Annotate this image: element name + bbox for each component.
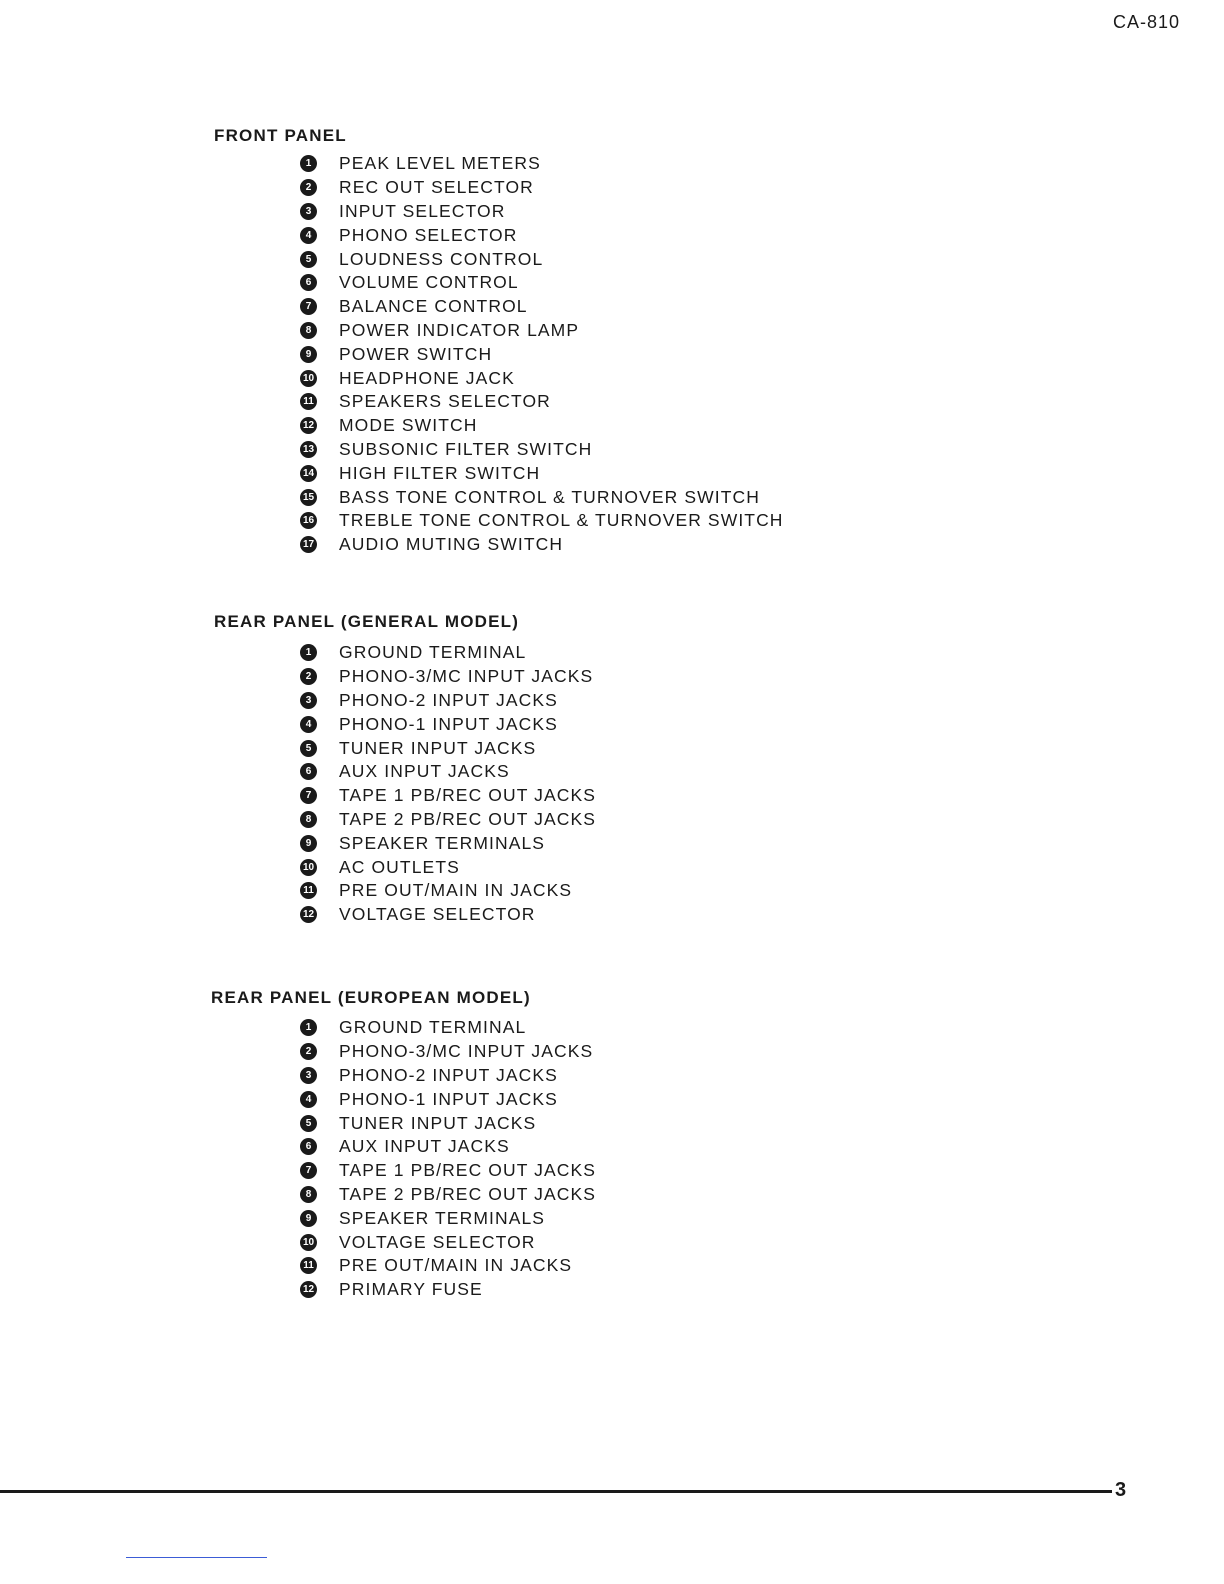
item-number: 12 (300, 906, 317, 923)
item-list (300, 1016, 596, 1302)
item-label: VOLTAGE SELECTOR (339, 1231, 536, 1252)
section-title: FRONT PANEL (214, 126, 347, 145)
item-number: 6 (300, 274, 317, 291)
item-label: POWER SWITCH (339, 343, 493, 364)
item-number: 6 (300, 763, 317, 780)
item-number: 1 (300, 155, 317, 172)
list-item (300, 1111, 596, 1135)
item-number: 11 (300, 882, 317, 899)
list-item (300, 509, 784, 533)
item-list (300, 641, 596, 927)
list-item (300, 760, 596, 784)
item-label: TAPE 1 PB/REC OUT JACKS (339, 785, 597, 806)
item-label: AUX INPUT JACKS (339, 1136, 510, 1157)
list-item (300, 1016, 596, 1040)
list-item (300, 223, 784, 247)
item-number: 8 (300, 1186, 317, 1203)
item-label: PEAK LEVEL METERS (339, 153, 541, 174)
item-number: 9 (300, 835, 317, 852)
list-item (300, 366, 784, 390)
item-number: 9 (300, 1210, 317, 1227)
list-item (300, 438, 784, 462)
item-number: 10 (300, 370, 317, 387)
item-number: 15 (300, 489, 317, 506)
item-number: 4 (300, 1091, 317, 1108)
item-label: PHONO-1 INPUT JACKS (339, 1088, 558, 1109)
item-number: 2 (300, 1043, 317, 1060)
list-item (300, 736, 596, 760)
item-label: SPEAKERS SELECTOR (339, 391, 551, 412)
item-label: REC OUT SELECTOR (339, 177, 534, 198)
item-number: 4 (300, 227, 317, 244)
item-label: PHONO-3/MC INPUT JACKS (339, 1041, 594, 1062)
list-item (300, 295, 784, 319)
item-label: SPEAKER TERMINALS (339, 1207, 546, 1228)
item-number: 9 (300, 346, 317, 363)
item-label: AUX INPUT JACKS (339, 761, 510, 782)
item-number: 5 (300, 740, 317, 757)
item-list (300, 152, 784, 557)
item-number: 6 (300, 1138, 317, 1155)
list-item (300, 665, 596, 689)
list-item (300, 641, 596, 665)
item-label: MODE SWITCH (339, 415, 478, 436)
item-number: 13 (300, 441, 317, 458)
list-item (300, 342, 784, 366)
item-number: 12 (300, 417, 317, 434)
item-label: VOLTAGE SELECTOR (339, 904, 536, 925)
item-label: TAPE 2 PB/REC OUT JACKS (339, 1183, 597, 1204)
list-item (300, 808, 596, 832)
item-label: AUDIO MUTING SWITCH (339, 534, 564, 555)
item-number: 8 (300, 322, 317, 339)
list-item (300, 1040, 596, 1064)
list-item (300, 414, 784, 438)
item-number: 5 (300, 1115, 317, 1132)
item-number: 10 (300, 859, 317, 876)
model-code: CA-810 (1112, 12, 1180, 32)
item-number: 17 (300, 536, 317, 553)
item-label: PHONO-2 INPUT JACKS (339, 1064, 558, 1085)
item-label: PHONO-1 INPUT JACKS (339, 713, 558, 734)
list-item (300, 712, 596, 736)
list-item (300, 1230, 596, 1254)
item-number: 1 (300, 1019, 317, 1036)
footer-rule (0, 1490, 1112, 1493)
item-number: 3 (300, 203, 317, 220)
list-item (300, 485, 784, 509)
item-label: PRIMARY FUSE (339, 1279, 483, 1300)
list-item (300, 1278, 596, 1302)
list-item (300, 1183, 596, 1207)
item-number: 7 (300, 1162, 317, 1179)
item-number: 4 (300, 716, 317, 733)
item-label: PHONO-2 INPUT JACKS (339, 689, 558, 710)
list-item (300, 1087, 596, 1111)
item-label: VOLUME CONTROL (339, 272, 519, 293)
item-label: GROUND TERMINAL (339, 642, 527, 663)
item-label: TAPE 2 PB/REC OUT JACKS (339, 808, 597, 829)
item-label: PHONO SELECTOR (339, 224, 518, 245)
item-label: PRE OUT/MAIN IN JACKS (339, 880, 573, 901)
list-item (300, 1135, 596, 1159)
list-item (300, 831, 596, 855)
item-label: TREBLE TONE CONTROL & TURNOVER SWITCH (339, 510, 784, 531)
item-number: 16 (300, 512, 317, 529)
page-number: 3 (1115, 1479, 1127, 1501)
item-label: AC OUTLETS (339, 856, 460, 877)
item-number: 11 (300, 1257, 317, 1274)
list-item (300, 271, 784, 295)
item-number: 11 (300, 393, 317, 410)
list-item (300, 390, 784, 414)
item-number: 3 (300, 692, 317, 709)
list-item (300, 461, 784, 485)
list-item (300, 152, 784, 176)
item-number: 5 (300, 251, 317, 268)
item-label: PHONO-3/MC INPUT JACKS (339, 666, 594, 687)
underline-mark (126, 1557, 267, 1558)
item-number: 2 (300, 668, 317, 685)
item-label: INPUT SELECTOR (339, 200, 506, 221)
item-number: 7 (300, 787, 317, 804)
item-label: TUNER INPUT JACKS (339, 1112, 537, 1133)
item-label: TUNER INPUT JACKS (339, 737, 537, 758)
item-number: 1 (300, 644, 317, 661)
item-number: 8 (300, 811, 317, 828)
list-item (300, 1159, 596, 1183)
list-item (300, 200, 784, 224)
item-label: PRE OUT/MAIN IN JACKS (339, 1255, 573, 1276)
item-label: TAPE 1 PB/REC OUT JACKS (339, 1160, 597, 1181)
item-number: 14 (300, 465, 317, 482)
list-item (300, 1206, 596, 1230)
item-number: 2 (300, 179, 317, 196)
list-item (300, 903, 596, 927)
list-item (300, 1254, 596, 1278)
list-item (300, 319, 784, 343)
item-number: 7 (300, 298, 317, 315)
item-label: BASS TONE CONTROL & TURNOVER SWITCH (339, 486, 760, 507)
list-item (300, 176, 784, 200)
section-title: REAR PANEL (GENERAL MODEL) (214, 612, 520, 631)
item-label: BALANCE CONTROL (339, 296, 528, 317)
item-label: SUBSONIC FILTER SWITCH (339, 438, 593, 459)
item-label: HIGH FILTER SWITCH (339, 462, 541, 483)
item-label: SPEAKER TERMINALS (339, 832, 546, 853)
list-item (300, 689, 596, 713)
section-title: REAR PANEL (EUROPEAN MODEL) (211, 988, 531, 1007)
item-label: GROUND TERMINAL (339, 1017, 527, 1038)
list-item (300, 247, 784, 271)
item-number: 10 (300, 1234, 317, 1251)
list-item (300, 784, 596, 808)
list-item (300, 855, 596, 879)
item-label: LOUDNESS CONTROL (339, 248, 544, 269)
list-item (300, 1064, 596, 1088)
item-number: 3 (300, 1067, 317, 1084)
item-number: 12 (300, 1281, 317, 1298)
item-label: HEADPHONE JACK (339, 367, 515, 388)
list-item (300, 533, 784, 557)
list-item (300, 879, 596, 903)
item-label: POWER INDICATOR LAMP (339, 319, 580, 340)
